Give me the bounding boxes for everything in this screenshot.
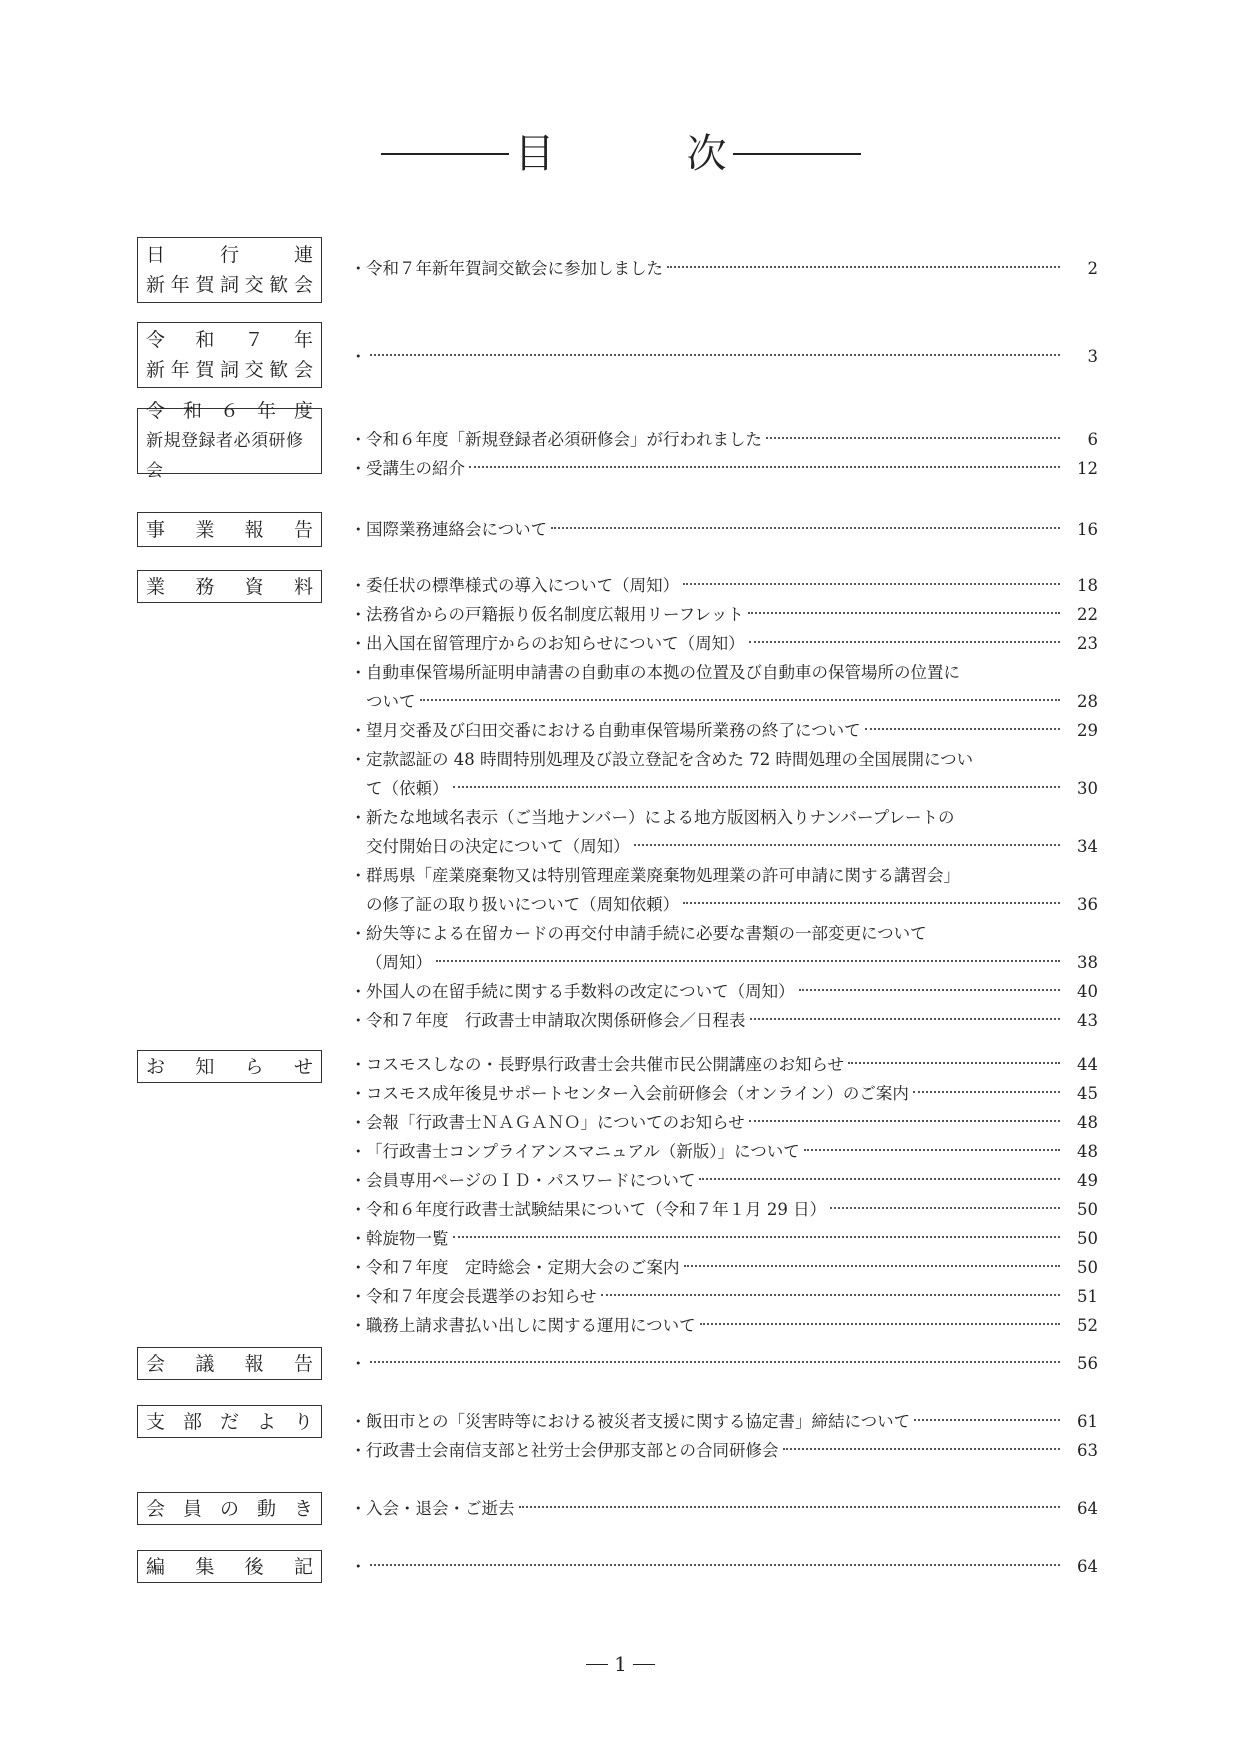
bullet-mark: ・	[350, 1171, 367, 1190]
section-label-char: の	[219, 1497, 239, 1520]
section-label-line	[146, 240, 313, 270]
toc-entry-text: 「行政書士コンプライアンスマニュアル（新版）」について	[366, 1142, 800, 1161]
bullet-mark: ・	[350, 1055, 367, 1074]
toc-entry-line[interactable]	[350, 515, 1098, 544]
leader-dots	[748, 612, 1060, 614]
toc-entry-text: 交付開始日の決定について（周知）	[366, 837, 630, 856]
section-label-char: 業	[195, 518, 215, 541]
toc-entry-line[interactable]	[350, 1108, 1098, 1137]
bullet-mark: ・	[350, 430, 367, 449]
page-number: 1	[614, 1652, 627, 1676]
page-number-ref: 64	[1077, 1499, 1098, 1518]
section-label-char: 資	[244, 575, 264, 598]
toc-entry-text: 会員専用ページのＩＤ・パスワードについて	[366, 1171, 696, 1190]
toc-entry-line[interactable]	[350, 454, 1098, 483]
leader-dots	[783, 1448, 1061, 1450]
bullet-mark: ・	[350, 1084, 367, 1103]
toc-entry-line[interactable]	[350, 1166, 1098, 1195]
section-entries	[350, 1050, 1098, 1340]
section-label-line	[146, 1494, 313, 1524]
toc-entry-line[interactable]	[350, 1195, 1098, 1224]
section-label-char: 歓	[269, 359, 289, 381]
section-label-char: 新	[146, 359, 166, 381]
toc-entry-line[interactable]	[350, 1349, 1098, 1378]
toc-entry-line[interactable]	[350, 1079, 1098, 1108]
toc-entry-text: 自動車保管場所証明申請書の自動車の本拠の位置及び自動車の保管場所の位置に	[366, 663, 960, 682]
section-entries	[350, 425, 1098, 483]
leader-dots	[667, 266, 1060, 268]
toc-entry-text: （周知）	[366, 953, 432, 972]
toc-entry-line[interactable]	[350, 919, 1098, 948]
section-label-char: 業	[146, 575, 166, 598]
section-label-char: 員	[182, 1497, 202, 1520]
section-label-char: 交	[244, 274, 264, 296]
toc-entry-line[interactable]	[350, 571, 1098, 600]
section-label-line	[146, 1349, 313, 1379]
leader-dots	[453, 1236, 1061, 1238]
section-label-char: 詞	[219, 274, 239, 296]
leader-dots	[913, 1091, 1060, 1093]
section-label-char: 後	[244, 1555, 264, 1578]
page-number-ref: 29	[1077, 721, 1098, 740]
toc-entry-text: 群馬県「産業廃棄物又は特別管理産業廃棄物処理業の許可申請に関する講習会」	[366, 866, 960, 885]
page-number-ref: 40	[1077, 982, 1098, 1001]
toc-entry-text: 国際業務連絡会について	[366, 520, 548, 539]
section-label	[137, 400, 322, 481]
section-label-char: ら	[244, 1055, 264, 1078]
page-number-ref: 56	[1077, 1354, 1098, 1373]
page-number-ref: 22	[1077, 605, 1098, 624]
section-label-char: 知	[195, 1055, 215, 1078]
bullet-mark: ・	[350, 808, 367, 827]
leader-dots	[469, 466, 1060, 468]
toc-entry-text: 定款認証の 48 時間特別処理及び設立登記を含めた 72 時間処理の全国展開につい	[366, 750, 974, 769]
toc-entry-text: 飯田市との「災害時等における被災者支援に関する協定書」締結について	[366, 1412, 911, 1431]
toc-entry-text: の修了証の取り扱いについて（周知依頼）	[366, 895, 680, 914]
page-number-ref: 52	[1077, 1316, 1098, 1335]
page-number-ref: 30	[1077, 779, 1098, 798]
page-number-ref: 23	[1077, 634, 1098, 653]
section-label-char: 報	[244, 1352, 264, 1375]
footer-dash-right	[633, 1664, 655, 1665]
section-entries	[350, 1552, 1098, 1581]
toc-entry-text: 令和７年度 定時総会・定期大会のご案内	[366, 1258, 680, 1277]
page-number-ref: 50	[1077, 1200, 1098, 1219]
section-label-char: 記	[293, 1555, 313, 1578]
section-label-char: り	[293, 1410, 313, 1433]
toc-entry-line[interactable]	[350, 1407, 1098, 1436]
toc-entry-text: 職務上請求書払い出しに関する運用について	[366, 1316, 696, 1335]
toc-entry-text: 外国人の在留手続に関する手数料の改定について（周知）	[366, 982, 795, 1001]
section-label-char: 会	[146, 1497, 166, 1520]
section-label-char: 編	[146, 1555, 166, 1578]
leader-dots	[914, 1419, 1060, 1421]
section-entries	[350, 1349, 1098, 1378]
bullet-mark: ・	[350, 721, 367, 740]
section-label-line	[146, 1052, 313, 1082]
page-number-ref: 12	[1077, 459, 1098, 478]
section-label-char: 詞	[219, 359, 239, 381]
section-label-line	[146, 325, 313, 355]
toc-entry-text: ついて	[366, 692, 416, 711]
section-label	[137, 570, 322, 603]
leader-dots	[453, 786, 1061, 788]
page-number-ref: 45	[1077, 1084, 1098, 1103]
toc-entry-line[interactable]	[350, 977, 1098, 1006]
page-title	[0, 128, 1241, 180]
section-label-char: 連	[293, 244, 313, 266]
section-label	[137, 322, 322, 388]
bullet-mark: ・	[350, 663, 367, 682]
section-label-char: 料	[293, 575, 313, 598]
page-number-ref: 63	[1077, 1441, 1098, 1460]
toc-entry-line[interactable]	[350, 1253, 1098, 1282]
section-label-char: 令	[146, 400, 166, 422]
section-label-line	[146, 396, 313, 426]
bullet-mark: ・	[350, 750, 367, 769]
section-label-char: 部	[182, 1410, 202, 1433]
toc-entry-text: 行政書士会南信支部と社労士会伊那支部との合同研修会	[366, 1441, 779, 1460]
bullet-mark: ・	[350, 1113, 367, 1132]
leader-dots	[699, 1178, 1060, 1180]
leader-dots	[848, 1062, 1060, 1064]
toc-entry-text: 入会・退会・ご逝去	[366, 1499, 515, 1518]
section-label-char: 報	[244, 518, 264, 541]
leader-dots	[865, 728, 1060, 730]
toc-entry-text: 新たな地域名表示（ご当地ナンバー）による地方版図柄入りナンバープレートの	[366, 808, 955, 827]
bullet-mark: ・	[350, 1557, 367, 1576]
toc-entry-line[interactable]	[350, 948, 1098, 977]
section-label-line	[146, 572, 313, 602]
section-label-char: ６	[219, 400, 239, 422]
section-label-char: 歓	[269, 274, 289, 296]
toc-entry-text: 斡旋物一覧	[366, 1229, 449, 1248]
section-label	[137, 1347, 322, 1380]
page-number-ref: 16	[1077, 520, 1098, 539]
bullet-mark: ・	[350, 866, 367, 885]
toc-entry-text: 令和７年度会長選挙のお知らせ	[366, 1287, 597, 1306]
section-label-char: お	[146, 1055, 166, 1078]
section-label-char: 年	[170, 274, 190, 296]
page-number-ref: 51	[1077, 1287, 1098, 1306]
section-label-char: 集	[195, 1555, 215, 1578]
section-entries	[350, 571, 1098, 1035]
bullet-mark: ・	[350, 1200, 367, 1219]
section-entries	[350, 1407, 1098, 1465]
toc-entry-line[interactable]	[350, 1006, 1098, 1035]
toc-entry-line[interactable]	[350, 1494, 1098, 1523]
bullet-mark: ・	[350, 1354, 367, 1373]
leader-dots	[683, 583, 1060, 585]
toc-entry-text: 会報「行政書士ＮＡＧＡＮＯ」についてのお知らせ	[366, 1113, 745, 1132]
section-label-line	[146, 426, 313, 486]
page-number-ref: 49	[1077, 1171, 1098, 1190]
toc-entry-text: 紛失等による在留カードの再交付申請手続に必要な書類の一部変更について	[366, 924, 927, 943]
section-label-char: だ	[219, 1410, 239, 1433]
toc-entry-text: 令和６年度「新規登録者必須研修会」が行われました	[366, 430, 762, 449]
section-label-char: 事	[146, 518, 166, 541]
section-label	[137, 1550, 322, 1583]
bullet-mark: ・	[350, 1441, 367, 1460]
toc-entry-line[interactable]	[350, 774, 1098, 803]
page-footer	[0, 1652, 1241, 1676]
section-label-char: 賀	[195, 274, 215, 296]
section-label-char: 年	[256, 400, 276, 422]
toc-entry-line[interactable]	[350, 1436, 1098, 1465]
toc-entry-text: 令和７年新年賀詞交歓会に参加しました	[366, 259, 663, 278]
bullet-mark: ・	[350, 259, 367, 278]
bullet-mark: ・	[350, 1287, 367, 1306]
section-label-char: 年	[293, 329, 313, 351]
title-rule-left	[381, 153, 509, 155]
section-label-char: 和	[195, 329, 215, 351]
toc-entry-line[interactable]	[350, 658, 1098, 687]
section-label-char: 会	[293, 359, 313, 381]
page-number-ref: 48	[1077, 1113, 1098, 1132]
title-char-2: 次	[686, 131, 727, 177]
section-label-char: 会	[293, 274, 313, 296]
toc-entry-line[interactable]	[350, 1224, 1098, 1253]
page-number-ref: 64	[1077, 1557, 1098, 1576]
section-entries	[350, 254, 1098, 283]
section-label-char: 告	[293, 518, 313, 541]
leader-dots	[370, 1361, 1060, 1363]
page-number-ref: 34	[1077, 837, 1098, 856]
section-label	[137, 1405, 322, 1438]
page-number-ref: 6	[1087, 430, 1098, 449]
page-number-ref: 18	[1077, 576, 1098, 595]
toc-entry-line[interactable]	[350, 1311, 1098, 1340]
title-rule-right	[733, 153, 861, 155]
toc-entry-line[interactable]	[350, 1050, 1098, 1079]
page-number-ref: 44	[1077, 1055, 1098, 1074]
section-label-char: 告	[293, 1352, 313, 1375]
bullet-mark: ・	[350, 1316, 367, 1335]
toc-entry-line[interactable]	[350, 342, 1098, 371]
leader-dots	[766, 437, 1060, 439]
section-label-char: 和	[182, 400, 202, 422]
bullet-mark: ・	[350, 1499, 367, 1518]
bullet-mark: ・	[350, 520, 367, 539]
bullet-mark: ・	[350, 1011, 367, 1030]
leader-dots	[634, 844, 1060, 846]
leader-dots	[420, 699, 1061, 701]
page-number-ref: 38	[1077, 953, 1098, 972]
section-label-char: 動	[256, 1497, 276, 1520]
toc-entry-line[interactable]	[350, 600, 1098, 629]
bullet-mark: ・	[350, 459, 367, 478]
leader-dots	[436, 960, 1060, 962]
leader-dots	[683, 902, 1060, 904]
section-label-char: 度	[293, 400, 313, 422]
bullet-mark: ・	[350, 982, 367, 1001]
bullet-mark: ・	[350, 634, 367, 653]
bullet-mark: ・	[350, 347, 367, 366]
leader-dots	[750, 1018, 1061, 1020]
toc-entry-line[interactable]	[350, 687, 1098, 716]
page-number-ref: 61	[1077, 1412, 1098, 1431]
section-label-char: 年	[170, 359, 190, 381]
toc-entry-line[interactable]	[350, 425, 1098, 454]
leader-dots	[749, 641, 1060, 643]
toc-entry-line[interactable]	[350, 745, 1098, 774]
section-label-char: よ	[256, 1410, 276, 1433]
leader-dots	[370, 1564, 1060, 1566]
section-label-char: 賀	[195, 359, 215, 381]
section-label-char: 新規登録者必須研修会	[146, 431, 304, 481]
toc-entry-text: 令和７年度 行政書士申請取次関係研修会／日程表	[366, 1011, 746, 1030]
section-label-line	[146, 1407, 313, 1437]
toc-entry-line[interactable]	[350, 1552, 1098, 1581]
page-number-ref: 2	[1087, 259, 1098, 278]
section-entries	[350, 342, 1098, 371]
bullet-mark: ・	[350, 605, 367, 624]
section-entries	[350, 1494, 1098, 1523]
page-number-ref: 43	[1077, 1011, 1098, 1030]
bullet-mark: ・	[350, 1142, 367, 1161]
section-label-char: 交	[244, 359, 264, 381]
bullet-mark: ・	[350, 576, 367, 595]
title-char-1: 目	[514, 131, 555, 177]
bullet-mark: ・	[350, 1258, 367, 1277]
toc-entry-line[interactable]	[350, 832, 1098, 861]
toc-entry-text: て（依頼）	[366, 779, 449, 798]
footer-dash-left	[586, 1664, 608, 1665]
section-label-char: 議	[195, 1352, 215, 1375]
section-label-char: ７	[244, 329, 264, 351]
toc-entry-line[interactable]	[350, 254, 1098, 283]
leader-dots	[804, 1149, 1060, 1151]
leader-dots	[551, 527, 1060, 529]
bullet-mark: ・	[350, 1229, 367, 1248]
page-number-ref: 3	[1087, 347, 1098, 366]
page-number-ref: 36	[1077, 895, 1098, 914]
page-number-ref: 50	[1077, 1258, 1098, 1277]
section-entries	[350, 515, 1098, 544]
section-label-char: 令	[146, 329, 166, 351]
section-label-char: 務	[195, 575, 215, 598]
toc-entry-line[interactable]	[350, 716, 1098, 745]
section-label-char: 会	[146, 1352, 166, 1375]
toc-entry-line[interactable]	[350, 803, 1098, 832]
leader-dots	[370, 354, 1060, 356]
section-label-char: 支	[146, 1410, 166, 1433]
toc-entry-line[interactable]	[350, 1282, 1098, 1311]
section-label-char: せ	[293, 1055, 313, 1078]
leader-dots	[684, 1265, 1061, 1267]
bullet-mark: ・	[350, 1412, 367, 1431]
toc-entry-text: 受講生の紹介	[366, 459, 465, 478]
section-label-line	[146, 515, 313, 545]
section-label	[137, 1050, 322, 1083]
toc-entry-text: 出入国在留管理庁からのお知らせについて（周知）	[366, 634, 745, 653]
leader-dots	[749, 1120, 1060, 1122]
page-number-ref: 28	[1077, 692, 1098, 711]
toc-entry-text: 令和６年度行政書士試験結果について（令和７年１月 29 日）	[366, 1200, 827, 1219]
toc-entry-text: 望月交番及び臼田交番における自動車保管場所業務の終了について	[366, 721, 861, 740]
section-label-line	[146, 355, 313, 385]
leader-dots	[601, 1294, 1060, 1296]
section-label	[137, 237, 322, 303]
section-label-char: き	[293, 1497, 313, 1520]
page-number-ref: 50	[1077, 1229, 1098, 1248]
toc-entry-line[interactable]	[350, 861, 1098, 890]
section-label-char: 日	[146, 244, 166, 266]
bullet-mark: ・	[350, 924, 367, 943]
section-label-line	[146, 1552, 313, 1582]
page-number-ref: 48	[1077, 1142, 1098, 1161]
section-label-char: 新	[146, 274, 166, 296]
section-label-char: 行	[219, 244, 239, 266]
leader-dots	[519, 1506, 1061, 1508]
section-label	[137, 1492, 322, 1525]
toc-entry-text: コスモス成年後見サポートセンター入会前研修会（オンライン）のご案内	[366, 1084, 909, 1103]
toc-entry-text: 法務省からの戸籍振り仮名制度広報用リーフレット	[366, 605, 744, 624]
toc-entry-line[interactable]	[350, 1137, 1098, 1166]
section-label	[137, 512, 322, 547]
leader-dots	[830, 1207, 1060, 1209]
section-label-line	[146, 270, 313, 300]
toc-entry-line[interactable]	[350, 890, 1098, 919]
toc-entry-text: コスモスしなの・長野県行政書士会共催市民公開講座のお知らせ	[366, 1055, 845, 1074]
toc-entry-line[interactable]	[350, 629, 1098, 658]
toc-entry-text: 委任状の標準様式の導入について（周知）	[366, 576, 680, 595]
leader-dots	[700, 1323, 1060, 1325]
leader-dots	[799, 989, 1060, 991]
